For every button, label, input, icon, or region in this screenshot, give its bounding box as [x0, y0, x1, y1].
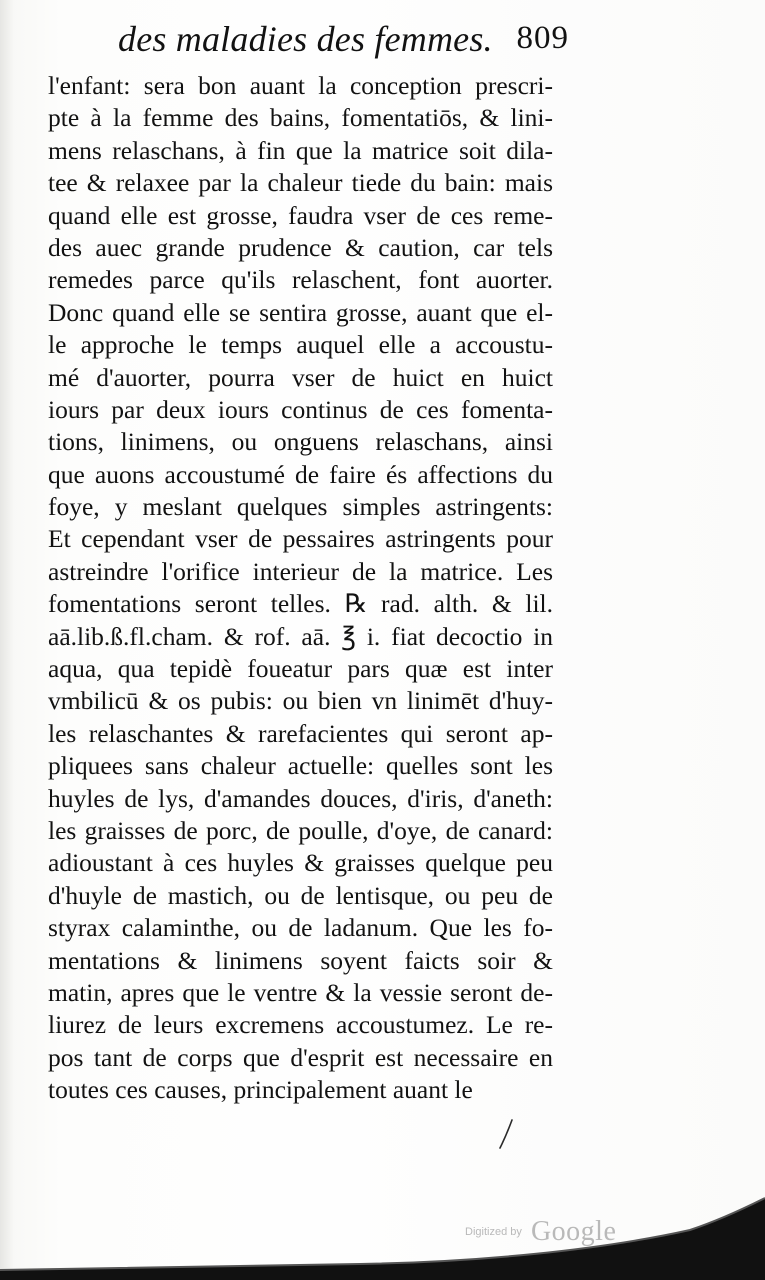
text-line: adioustant à ces huyles & graisses quelque peu — [48, 848, 553, 878]
pencil-mark — [496, 1118, 518, 1150]
text-line: fomentations seront telles. ℞ rad. alth. & lil. — [48, 589, 553, 619]
text-line: des auec grande prudence & caution, car tels — [48, 232, 553, 262]
gutter-shadow — [0, 0, 14, 1280]
text-line: le approche le temps auquel elle a accoustu- — [48, 330, 553, 360]
text-line: Donc quand elle se sentira grosse, auant que el- — [48, 297, 553, 327]
text-line: les graisses de porc, de poulle, d'oye, de canard: — [48, 815, 553, 845]
text-line: vmbilicū & os pubis: ou bien vn linimēt d'huy- — [48, 686, 553, 716]
text-line: l'enfant: sera bon auant la conception prescri- — [48, 71, 553, 100]
page-number: 809 — [516, 20, 569, 56]
text-line: mé d'auorter, pourra vser de huict en huict — [48, 362, 553, 392]
text-line: tions, linimens, ou onguens relaschans, ainsi — [48, 427, 553, 457]
text-line: remedes parce qu'ils relaschent, font auorter. — [48, 265, 553, 295]
text-line: pliquees sans chaleur actuelle: quelles sont les — [48, 751, 553, 781]
watermark-brand: Google — [530, 1216, 617, 1247]
text-line: astreindre l'orifice interieur de la matrice. Les — [48, 556, 553, 586]
text-line: mens relaschans, à fin que la matrice soit dila- — [48, 135, 553, 165]
text-line: huyles de lys, d'amandes douces, d'iris, d'aneth: — [48, 783, 553, 813]
text-line: aqua, qua tepidè foueatur pars quæ est inter — [48, 654, 553, 684]
text-line: aā.lib.ß.fl.cham. & rof. aā. ℥ i. fiat decoctio in — [48, 621, 553, 651]
text-line: que auons accoustumé de faire és affections du — [48, 459, 553, 489]
running-title: des maladies des femmes. — [118, 19, 493, 59]
text-line: quand elle est grosse, faudra vser de ces reme- — [48, 200, 553, 230]
body-text — [48, 70, 553, 1107]
text-line: tee & relaxee par la chaleur tiede du bain: mais — [48, 168, 553, 198]
text-line: pte à la femme des bains, fomentatiōs, & lini- — [48, 103, 553, 133]
text-line: liurez de leurs excremens accoustumez. Le re- — [48, 1010, 553, 1040]
digitized-watermark — [465, 1216, 616, 1250]
text-line: d'huyle de mastich, ou de lentisque, ou peu de — [48, 880, 553, 910]
text-line: iours par deux iours continus de ces fomenta- — [48, 394, 553, 424]
text-line: styrax calaminthe, ou de ladanum. Que les fo- — [48, 913, 553, 943]
text-line: mentations & linimens soyent faicts soir & — [48, 945, 553, 975]
text-line: matin, apres que le ventre & la vessie seront de- — [48, 977, 553, 1007]
page-edge-shadow — [0, 1190, 765, 1280]
text-line: les relaschantes & rarefacientes qui seront ap- — [48, 718, 553, 748]
text-line: toutes ces causes, principalement auant le — [48, 1075, 473, 1105]
running-head — [118, 18, 573, 66]
watermark-prefix: Digitized by — [465, 1226, 522, 1238]
text-line: pos tant de corps que d'esprit est necessaire en — [48, 1042, 553, 1072]
text-line: Et cependant vser de pessaires astringents pour — [48, 524, 553, 554]
text-line: foye, y meslant quelques simples astringents: — [48, 492, 553, 522]
